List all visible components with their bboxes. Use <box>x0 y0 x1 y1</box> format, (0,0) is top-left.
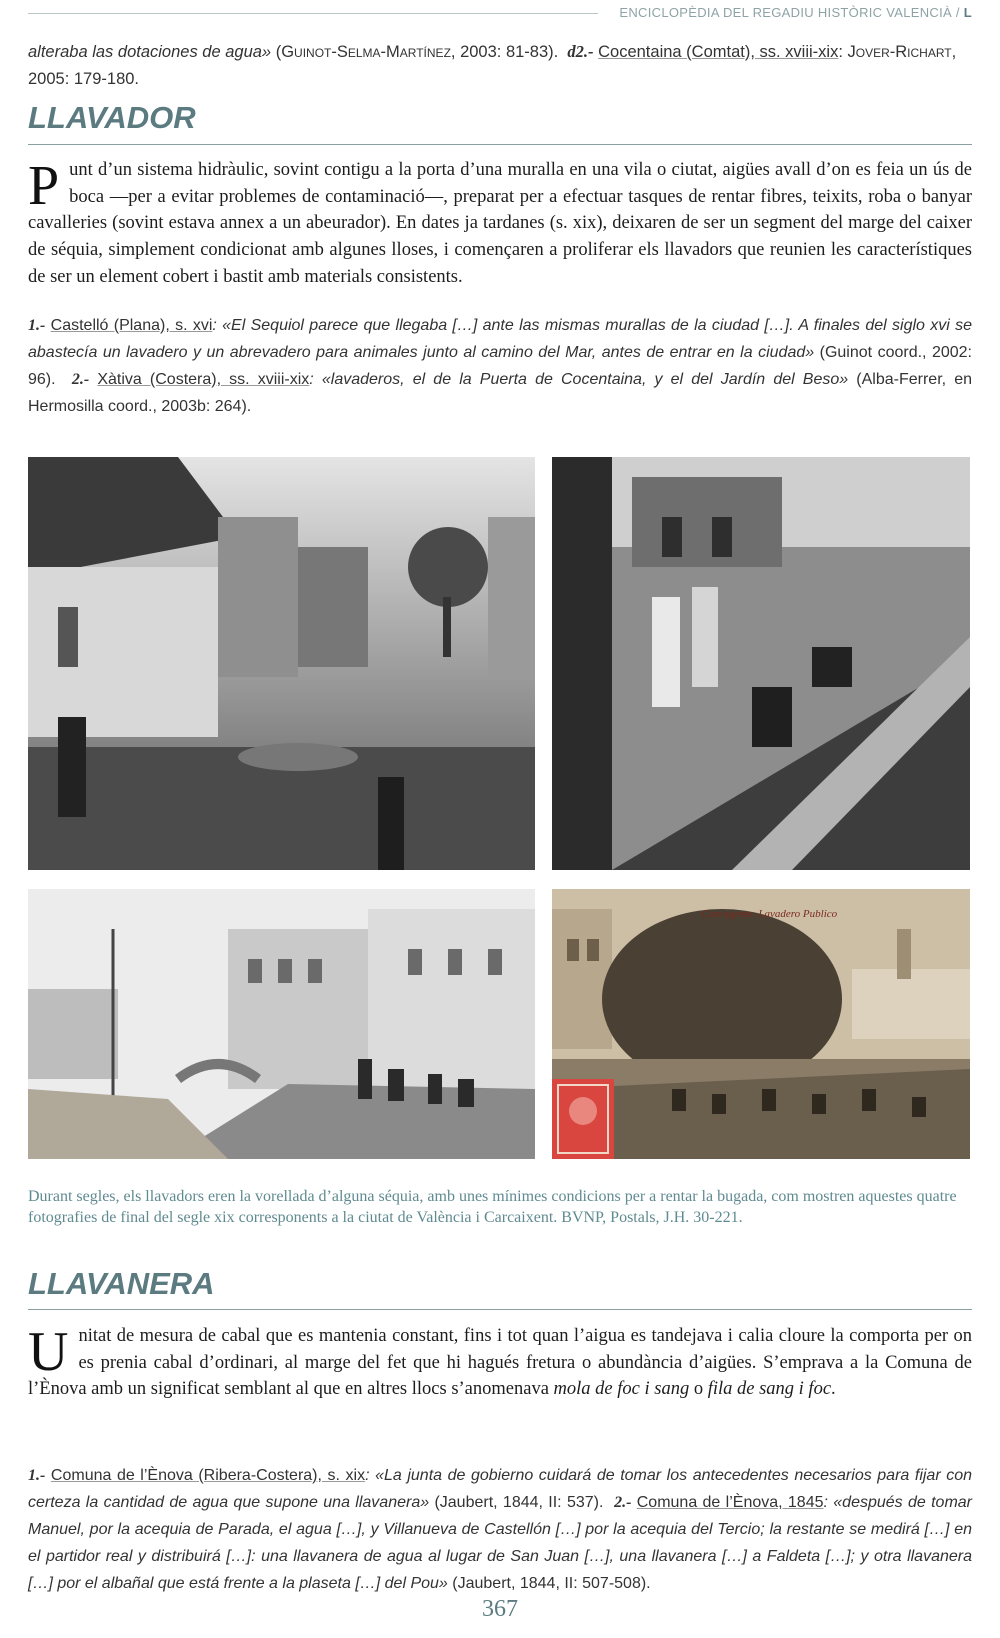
ref-link[interactable]: Xàtiva (Costera), ss. xviii-xix <box>97 371 310 388</box>
running-head <box>619 5 972 20</box>
llavador-references <box>28 312 972 420</box>
ref-citation: (Guinot coord., 2002: 96). <box>28 344 973 388</box>
dropcap: U <box>28 1321 69 1383</box>
ref-citation: (Jaubert, 1844, II: 507-508). <box>447 1575 651 1592</box>
entry-rule <box>28 1309 972 1310</box>
sentence-end: . <box>831 1379 836 1400</box>
running-head-title: ENCICLOPÈDIA DEL REGADIU HISTÒRIC VALENCIÀ / <box>619 5 964 20</box>
photo-carcaixent-postcard <box>552 889 970 1159</box>
llavanera-definition <box>28 1323 972 1403</box>
llavador-text: unt d’un sistema hidràulic, sovint contigu a la porta d’una muralla en una vila o ciutat, aigües avall d’on es feia un ús de boca —per a evitar problemes de contaminació—, preparat per a efectuar tasques de rentar fibres, teixits, roba o banyar cavalleries (sovint estava annex a un abeurador). En dates ja tardanes (s. xix), deixaren de ser un segment del marge del caixer de séquia, simplement condicionat amb algunes lloses, i començaren a proliferar els llavadors que reunien les característiques de ser un element cobert i bastit amb materials consistents. <box>28 160 972 287</box>
ref-citation: (Jaubert, 1844, II: 537). <box>429 1494 604 1511</box>
photo-washers-village-street <box>28 457 535 870</box>
intro-quote: alteraba las dotaciones de agua» <box>28 43 272 61</box>
ref-quote: : «La junta de gobierno cuidará de tomar los antecedentes necesarios para fijar con certeza la cantidad de agua que supone una llavanera» <box>28 1467 973 1511</box>
intro-ref-link[interactable]: Cocentaina (Comtat), ss. xviii-xix <box>598 43 839 61</box>
ref-number: 1.- <box>28 317 46 334</box>
ref-link[interactable]: Comuna de l’Ènova, 1845 <box>636 1494 824 1511</box>
ref-number: 2.- <box>71 371 90 388</box>
photo-canal-buildings <box>28 889 535 1159</box>
llavanera-text: nitat de mesura de cabal que es mantenia constant, fins i tot quan l’aigua es tandejava i calia cloure la comporta per on es prenia cabal d’ordinari, al marge del fet que hi hagués fretura o abundància d’aigües. S’emprava a la Comuna de l’Ènova amb un significat semblant al que en altres llocs s’anomenava <box>28 1326 972 1400</box>
dropcap: P <box>28 155 60 217</box>
photo-caption: Durant segles, els llavadors eren la vorellada d’alguna séquia, amb unes mínimes condicions per a rentar la bugada, com mostren aquestes quatre fotografies de final del segle xix corresponents a la ciutat de València i Carcaixent. BVNP, Postals, J.H. 30-221. <box>28 1188 957 1226</box>
llavanera-references <box>28 1462 972 1597</box>
entry-title-llavanera: LLAVANERA <box>28 1266 215 1301</box>
ref-citation: (Alba-Ferrer, en Hermosilla coord., 2003b: 264). <box>28 371 973 415</box>
running-head-letter: L <box>963 5 972 20</box>
photo-washers-channel <box>552 457 970 870</box>
intro-ref-number: d2.- <box>567 42 594 61</box>
header-rule <box>28 13 598 14</box>
entry-title-llavador: LLAVADOR <box>28 100 196 135</box>
intro-citation: (Guinot-Selma-Martínez, 2003: 81-83). <box>275 43 559 61</box>
ref-number: 1.- <box>28 1467 46 1484</box>
ref-link[interactable]: Comuna de l’Ènova (Ribera-Costera), s. xix <box>50 1467 366 1484</box>
llavador-definition <box>28 157 972 291</box>
term-italic: mola de foc i sang <box>553 1379 690 1400</box>
conjunction: o <box>689 1379 708 1400</box>
ref-link[interactable]: Castelló (Plana), s. xvi <box>50 317 213 334</box>
ref-quote: : «El Sequiol parece que llegaba […] ante las mismas murallas de la ciudad […]. A finales del siglo xvi se abastecía un lavadero y un abrevadero para animales junto al camino del Mar, antes de entrar en la ciudad» <box>28 317 972 361</box>
postcard-inscription: Carcagente. Lavadero Publico <box>702 908 838 920</box>
term-italic: fila de sang i foc <box>707 1379 832 1400</box>
ref-quote: : «lavaderos, el de la Puerta de Cocentaina, y el del Jardín del Beso» <box>309 371 849 388</box>
ref-number: 2.- <box>614 1494 632 1511</box>
page-number: 367 <box>482 1596 518 1622</box>
intro-citation-2: : Jover-Richart, 2005: 179-180. <box>28 43 957 88</box>
ref-quote: : «después de tomar Manuel, por la acequia de Parada, el agua […], y Villanueva de Castellón […] por la acequia del Tercio; la restante se medirá […] en el partidor real y distribuirá […]: una llavanera de agua al lugar de San Juan […], una llavanera […] a Faldeta […]; y otra llavanera […] por el albañal que está frente a la plaseta […] del Pou» <box>28 1494 973 1592</box>
entry-rule <box>28 144 972 145</box>
previous-entry-continuation <box>28 38 972 93</box>
